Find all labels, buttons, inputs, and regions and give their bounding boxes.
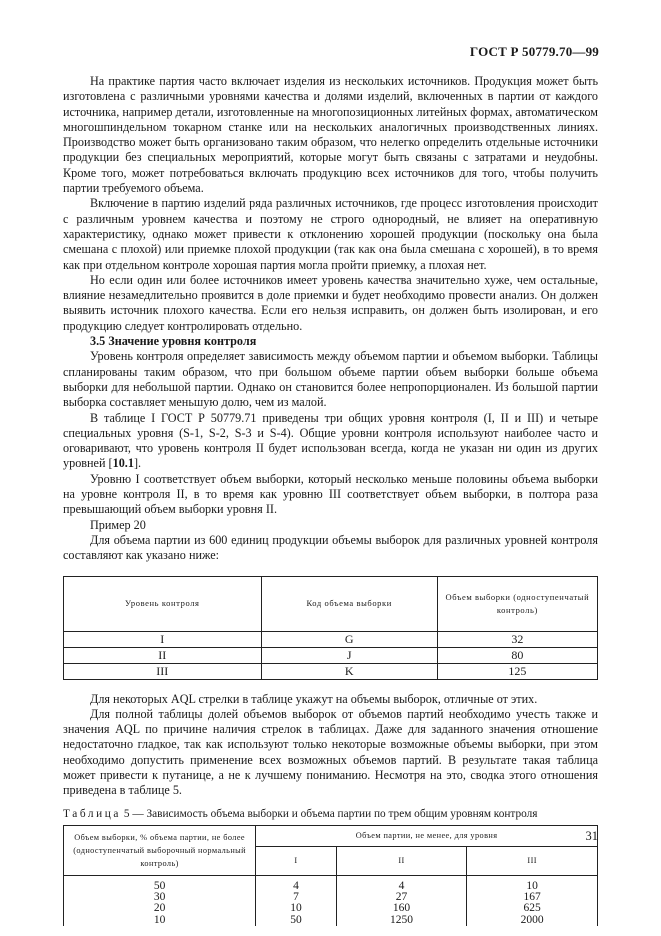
table-header-group: Объем партии, не менее, для уровня — [256, 825, 598, 846]
table-cell: 4 — [398, 879, 405, 892]
table-cell: G — [261, 631, 437, 647]
caption-prefix: Таблица — [63, 807, 122, 820]
document-code: ГОСТ Р 50779.70—99 — [469, 44, 599, 59]
table-cell: 27 — [395, 891, 408, 904]
table-cell: II — [64, 647, 262, 663]
table-header: Уровень контроля — [64, 576, 262, 631]
table-cell: 10 — [153, 913, 166, 926]
table-cell: 2000 — [520, 913, 544, 926]
table-cell: 167 — [523, 891, 541, 904]
table-cell: 50 — [290, 913, 302, 926]
table-column-level-ii — [336, 875, 467, 926]
table-cell: 4 — [293, 879, 299, 892]
table-cell: 32 — [437, 631, 597, 647]
table-cell: 160 — [392, 902, 411, 915]
table-cell: 125 — [437, 663, 597, 679]
table-5 — [63, 825, 598, 926]
paragraph-text: В таблице I ГОСТ Р 50779.71 приведены три общих уровня контроля (I, II и III) и четыре специальных уровня (S-1, S-2, S-3 и S-4). Общие уровни контроля используют наиболее часто и оговаривают, что уровень контроля II будет использован всегда, когда не указан ни один из других уровней [ — [63, 410, 598, 471]
paragraph: Уровню I соответствует объем выборки, который несколько меньше половины объема выборки на уровне контроля II, в то время как уровню III соответствует объем выборки, в полтора раза превышающий объем выборки уровня II. — [63, 471, 598, 517]
table-column-level-iii — [467, 875, 598, 926]
table-cell: 10 — [526, 879, 538, 892]
table-header: Объем выборки, % объема партии, не более (одноступенчатый выборочный нормальный контроль) — [64, 825, 256, 875]
table-cell: 20 — [153, 902, 166, 915]
table-cell: 10 — [290, 902, 302, 915]
table-row — [64, 663, 598, 679]
section-title: 3.5 Значение уровня контроля — [90, 334, 257, 349]
table-row — [64, 875, 598, 926]
paragraph — [63, 411, 598, 472]
table-header: Код объема выборки — [261, 576, 437, 631]
table-cell: 625 — [523, 902, 541, 915]
table-column-percent — [64, 875, 256, 926]
page-number: 31 — [585, 829, 598, 843]
paragraph: Для некоторых AQL стрелки в таблице укажут на объемы выборок, отличные от этих. — [90, 691, 538, 706]
table-cell: J — [261, 647, 437, 663]
table-caption — [63, 807, 598, 822]
paragraph: Уровень контроля определяет зависимость между объемом партии и объемом выборки. Таблицы спланированы таким образом, что при большом объеме партии объем выборки больше объема выборки для небольшой партии. Однако он становится более непропорционален. Из большой партии выборка составляет меньшую долю, чем из малой. — [63, 349, 598, 410]
level-header: I — [256, 846, 337, 875]
table-row — [64, 647, 598, 663]
table-cell: I — [64, 631, 262, 647]
table-cell: 80 — [437, 647, 597, 663]
table-cell: 50 — [153, 879, 166, 892]
paragraph: Для объема партии из 600 единиц продукции объемы выборок для различных уровней контроля составляют как указано ниже: — [63, 532, 598, 563]
table-header: Объем выборки (одноступенчатый контроль) — [437, 576, 597, 631]
table-row — [64, 631, 598, 647]
paragraph: Но если один или более источников имеет уровень качества значительно хуже, чем остальные, влияние незамедлительно проявится в доле приемки и будет необходимо провести анализ. Он должен выявить источник плохого качества. Если его нельзя исправить, он должен быть изолирован, и его продукцию следует контролировать отдельно. — [63, 272, 598, 333]
table-cell: K — [261, 663, 437, 679]
paragraph-text: ]. — [133, 456, 142, 471]
level-header: III — [467, 846, 598, 875]
paragraph: Включение в партию изделий ряда различных источников, где процесс изготовления происходит с различным уровнем качества и поэтому не строго однородный, не влияет на оперативную характеристику, однако может привести к отклонению хорошей продукции (поскольку она была смешана с плохой) или приемке плохой продукции (так как она была смешана с хорошей), в то время как при отдельном контроле хорошая партия могла пройти приемку, а плохая нет. — [63, 196, 598, 272]
table-cell: 7 — [293, 891, 299, 904]
table-cell: 30 — [153, 891, 166, 904]
paragraph: На практике партия часто включает изделия из нескольких источников. Продукция может быть изготовлена с различными уровнями качества и долями изделий, включенных в партии от каждого источника, например детали, изготовленные на многопозиционных литейных формах, автоматическом многошпиндельном токарном станке или на нескольких аналогичных производственных линиях. Производство может быть организовано таким образом, что нелегко определить отдельные источники продукции без специальных мероприятий, которые могут быть связаны с затратами и неудобны. Кроме того, может потребоваться включать продукцию всех источников для того, чтобы получить партии требуемого объема. — [63, 74, 598, 196]
table-cell: 1250 — [390, 913, 414, 926]
page-body — [63, 74, 598, 926]
example-label: Пример 20 — [90, 517, 146, 532]
paragraph: Для полной таблицы долей объемов выборок от объемов партий необходимо учесть также и значения AQL по причине наличия стрелок в таблицах. Даже для заданного значения отношение недостаточно гладкое, так как используют только некоторые возможные объемы выборки, при этом необходимо допустить применение всех возможных объемов партий. В результате такая таблица может привести к путанице, а не к лучшему пониманию. Несмотря на это, сводка этого отношения приведена в таблице 5. — [63, 706, 598, 798]
level-header: II — [336, 846, 467, 875]
sample-size-table — [63, 576, 598, 680]
table-column-level-i — [256, 875, 337, 926]
reference-link: 10.1 — [112, 456, 134, 471]
caption-text: 5 — Зависимость объема выборки и объема партии по трем общим уровням контроля — [121, 807, 538, 820]
table-cell: III — [64, 663, 262, 679]
